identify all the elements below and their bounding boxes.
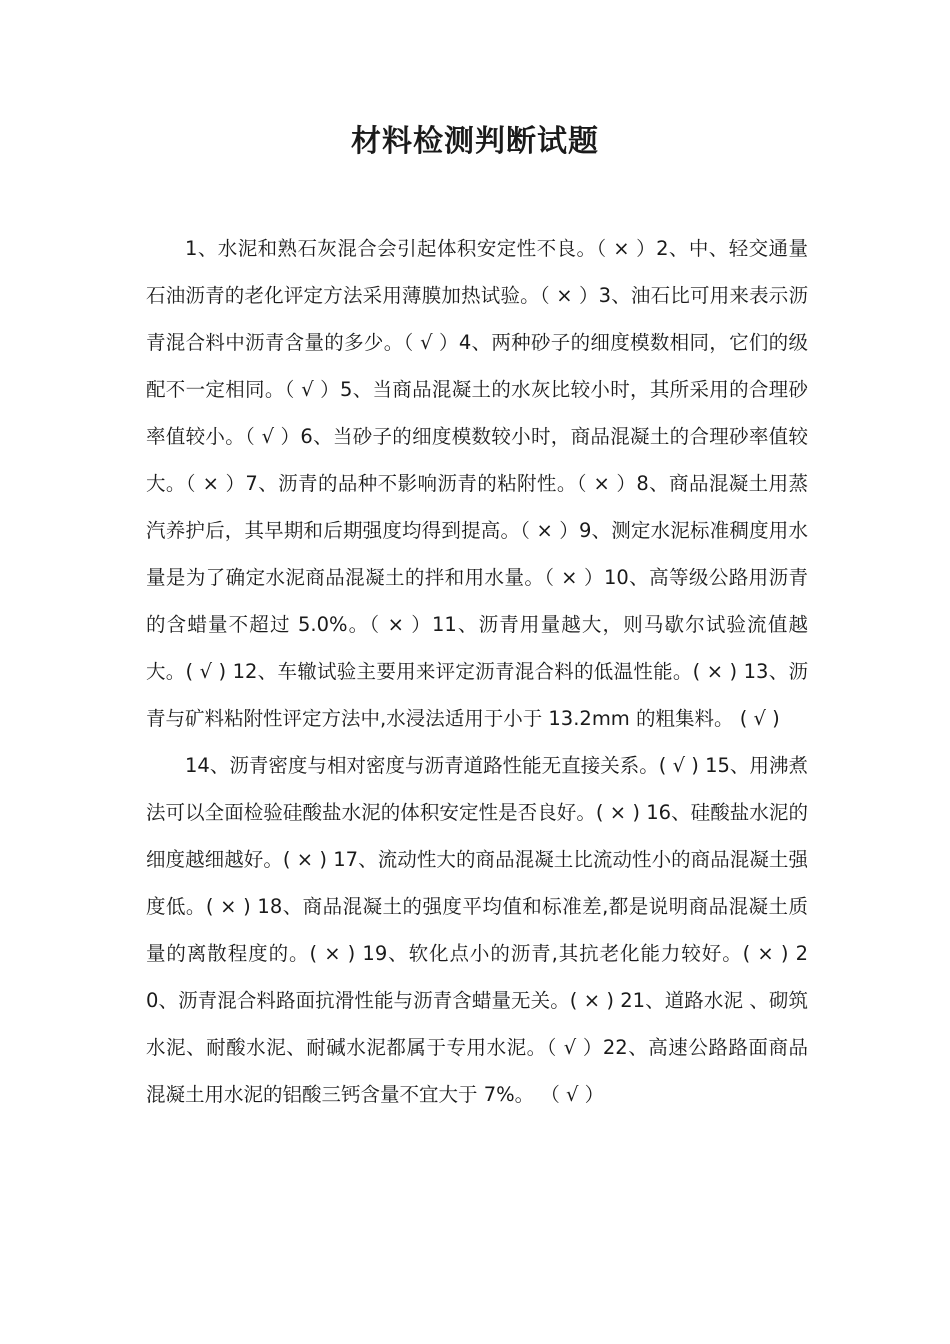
question-paragraph-1: 1、水泥和熟石灰混合会引起体积安定性不良。（ × ）2、中、轻交通量石油沥青的老化评定方法采用薄膜加热试验。（ × ）3、油石比可用来表示沥青混合料中沥青含量的多少。（ √ ）4、两种砂子的细度模数相同，它们的级配不一定相同。（ √ ）5、当商品混凝土的水灰比较小时，其所采用的合理砂率值较小。（ √ ）6、当砂子的细度模数较小时，商品混凝土的合理砂率值较大。（ × ）7、沥青的品种不影响沥青的粘附性。（ × ）8、商品混凝土用蒸汽养护后，其早期和后期强度均得到提高。（ × ）9、测定水泥标准稠度用水量是为了确定水泥商品混凝土的拌和用水量。（ × ）10、高等级公路用沥青的含蜡量不超过 5.0%。（ × ）11、沥青用量越大，则马歇尔试验流值越大。( √ ) 12、车辙试验主要用来评定沥青混合料的低温性能。( × ) 13、沥青与矿料粘附性评定方法中,水浸法适用于小于 13.2mm 的粗集料。 ( √ ) <box>146 237 808 730</box>
document-body <box>146 225 808 1118</box>
question-paragraph-2: 14、沥青密度与相对密度与沥青道路性能无直接关系。( √ ) 15、用沸煮法可以全面检验硅酸盐水泥的体积安定性是否良好。( × ) 16、硅酸盐水泥的细度越细越好。( × ) 17、流动性大的商品混凝土比流动性小的商品混凝土强度低。( × ) 18、商品混凝土的强度平均值和标准差,都是说明商品混凝土质量的离散程度的。( × ) 19、软化点小的沥青,其抗老化能力较好。( × ) 20、沥青混合料路面抗滑性能与沥青含蜡量无关。( × ) 21、道路水泥 、砌筑水泥、耐酸水泥、耐碱水泥都属于专用水泥。（ √ ）22、高速公路路面商品混凝土用水泥的铝酸三钙含量不宜大于 7%。 （ √ ） <box>146 754 808 1106</box>
document-title: 材料检测判断试题 <box>351 124 599 159</box>
